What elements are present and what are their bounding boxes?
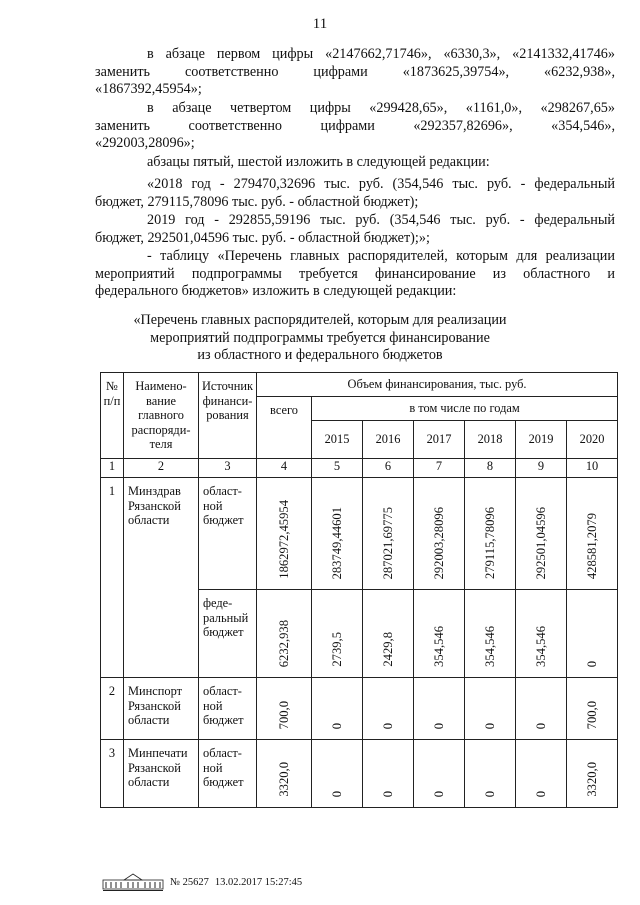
row-source: феде-ральный бюджет bbox=[199, 590, 257, 678]
row-distributor: Минпечати Рязанской области bbox=[124, 740, 199, 808]
row-value-cell bbox=[414, 590, 465, 678]
header-source: Источник финанси-рования bbox=[199, 373, 257, 459]
document-footer bbox=[102, 872, 302, 892]
row-value: 0 bbox=[329, 722, 344, 729]
table-row bbox=[101, 678, 618, 740]
row-num: 3 bbox=[101, 740, 124, 808]
paragraph-6 bbox=[95, 248, 615, 301]
row-total: 3320,0 bbox=[276, 762, 291, 797]
row-value: 700,0 bbox=[584, 700, 599, 729]
row-value-cell bbox=[465, 678, 516, 740]
paragraph-5 bbox=[95, 212, 615, 247]
row-source: област-ной бюджет bbox=[199, 740, 257, 808]
row-value: 0 bbox=[431, 722, 446, 729]
column-number: 6 bbox=[363, 459, 414, 478]
header-year: 2015 bbox=[312, 421, 363, 459]
row-value-cell bbox=[414, 478, 465, 590]
row-value: 0 bbox=[380, 722, 395, 729]
row-value-cell bbox=[465, 478, 516, 590]
header-year: 2016 bbox=[363, 421, 414, 459]
row-distributor: Минздрав Рязанской области bbox=[124, 478, 199, 678]
row-value: 287021,69775 bbox=[380, 506, 395, 579]
row-value: 0 bbox=[482, 722, 497, 729]
column-number: 1 bbox=[101, 459, 124, 478]
row-source: област-ной бюджет bbox=[199, 478, 257, 590]
row-value: 279115,78096 bbox=[482, 507, 497, 579]
paragraph-3 bbox=[95, 154, 615, 172]
paragraph-line: заменить соответственно цифрами «292357,82696», «354,546», bbox=[95, 117, 615, 134]
row-value: 0 bbox=[431, 790, 446, 797]
row-value: 0 bbox=[380, 790, 395, 797]
row-value-cell bbox=[312, 678, 363, 740]
row-value: 0 bbox=[533, 790, 548, 797]
row-value: 292501,04596 bbox=[533, 506, 548, 579]
header-total: всего bbox=[257, 397, 312, 459]
row-value: 354,546 bbox=[431, 626, 446, 667]
column-number: 9 bbox=[516, 459, 567, 478]
paragraph-1 bbox=[95, 46, 615, 99]
table-title-line: из областного и федерального бюджетов bbox=[197, 347, 443, 364]
row-value: 292003,28096 bbox=[431, 506, 446, 579]
row-value-cell bbox=[363, 590, 414, 678]
column-number: 7 bbox=[414, 459, 465, 478]
paragraph-line: бюджет, 292501,04596 тыс. руб. - областной бюджет);»; bbox=[95, 229, 430, 246]
row-total: 6232,938 bbox=[276, 619, 291, 667]
header-num: № п/п bbox=[101, 373, 124, 459]
paragraph-4 bbox=[95, 176, 615, 211]
document-timestamp: 13.02.2017 15:27:45 bbox=[214, 876, 303, 888]
paragraph-line: мероприятий подпрограммы требуется финансирование из областного и bbox=[95, 265, 615, 282]
header-name: Наимено-вание главного распоряди-теля bbox=[124, 373, 199, 459]
header-year: 2020 bbox=[567, 421, 618, 459]
table-title-line: мероприятий подпрограммы требуется финансирование bbox=[150, 329, 490, 346]
row-value-cell bbox=[363, 678, 414, 740]
column-numbers-row bbox=[101, 459, 618, 478]
paragraph-line: «292003,28096»; bbox=[95, 135, 195, 152]
column-number: 2 bbox=[124, 459, 199, 478]
paragraph-line: федерального бюджетов» изложить в следующей редакции: bbox=[95, 283, 457, 300]
paragraph-line: 2019 год - 292855,59196 тыс. руб. (354,546 тыс. руб. - федеральный bbox=[147, 212, 615, 228]
table-row bbox=[101, 478, 618, 590]
document-number: № 25627 bbox=[170, 876, 209, 888]
row-value: 428581,2079 bbox=[584, 512, 599, 579]
row-value-cell bbox=[516, 740, 567, 808]
column-number: 8 bbox=[465, 459, 516, 478]
row-value: 2739,5 bbox=[329, 632, 344, 667]
row-value-cell bbox=[363, 478, 414, 590]
paragraph-line: в абзаце четвертом цифры «299428,65», «1161,0», «298267,65» bbox=[147, 100, 615, 116]
row-value: 0 bbox=[329, 790, 344, 797]
row-total: 1862972,45954 bbox=[276, 500, 291, 579]
paragraph-line: бюджет, 279115,78096 тыс. руб. - областной бюджет); bbox=[95, 193, 419, 210]
row-value-cell bbox=[414, 678, 465, 740]
row-value-cell bbox=[414, 740, 465, 808]
paragraph-line: абзацы пятый, шестой изложить в следующей редакции: bbox=[147, 154, 490, 170]
row-total-cell bbox=[257, 478, 312, 590]
row-value-cell bbox=[567, 740, 618, 808]
row-value: 354,546 bbox=[533, 626, 548, 667]
column-number: 4 bbox=[257, 459, 312, 478]
row-value-cell bbox=[465, 740, 516, 808]
table-title-line: «Перечень главных распорядителей, которым для реализации bbox=[133, 312, 507, 328]
row-value-cell bbox=[312, 740, 363, 808]
row-source: област-ной бюджет bbox=[199, 678, 257, 740]
row-value-cell bbox=[567, 678, 618, 740]
financing-table bbox=[100, 372, 618, 808]
row-total-cell bbox=[257, 590, 312, 678]
table-row bbox=[101, 740, 618, 808]
row-total-cell bbox=[257, 678, 312, 740]
row-value: 3320,0 bbox=[584, 762, 599, 797]
header-by-years: в том числе по годам bbox=[312, 397, 618, 421]
paragraph-line: «2018 год - 279470,32696 тыс. руб. (354,546 тыс. руб. - федеральный bbox=[147, 176, 615, 192]
row-value: 2429,8 bbox=[380, 632, 395, 667]
row-num: 2 bbox=[101, 678, 124, 740]
row-value: 0 bbox=[482, 790, 497, 797]
header-year: 2017 bbox=[414, 421, 465, 459]
row-num: 1 bbox=[101, 478, 124, 678]
row-value: 0 bbox=[533, 722, 548, 729]
row-value: 283749,44601 bbox=[329, 506, 344, 579]
header-year: 2018 bbox=[465, 421, 516, 459]
row-total: 700,0 bbox=[276, 700, 291, 729]
government-building-stamp-icon bbox=[102, 872, 164, 892]
column-number: 5 bbox=[312, 459, 363, 478]
table-title bbox=[120, 312, 520, 365]
paragraph-line: заменить соответственно цифрами «1873625,39754», «6232,938», bbox=[95, 63, 615, 80]
row-distributor: Минспорт Рязанской области bbox=[124, 678, 199, 740]
paragraph-2 bbox=[95, 100, 615, 153]
row-value-cell bbox=[516, 590, 567, 678]
row-value-cell bbox=[312, 478, 363, 590]
row-value: 354,546 bbox=[482, 626, 497, 667]
row-total-cell bbox=[257, 740, 312, 808]
row-value-cell bbox=[516, 678, 567, 740]
row-value-cell bbox=[516, 478, 567, 590]
row-value-cell bbox=[465, 590, 516, 678]
row-value: 0 bbox=[584, 660, 599, 667]
page-number: 11 bbox=[312, 16, 328, 32]
row-value-cell bbox=[567, 590, 618, 678]
paragraph-line: - таблицу «Перечень главных распорядителей, которым для реализации bbox=[147, 248, 615, 264]
row-value-cell bbox=[312, 590, 363, 678]
column-number: 3 bbox=[199, 459, 257, 478]
row-value-cell bbox=[567, 478, 618, 590]
header-year: 2019 bbox=[516, 421, 567, 459]
row-value-cell bbox=[363, 740, 414, 808]
paragraph-line: «1867392,45954»; bbox=[95, 81, 202, 98]
column-number: 10 bbox=[567, 459, 618, 478]
paragraph-line: в абзаце первом цифры «2147662,71746», «6330,3», «2141332,41746» bbox=[147, 46, 615, 62]
header-volume: Объем финансирования, тыс. руб. bbox=[257, 373, 618, 397]
